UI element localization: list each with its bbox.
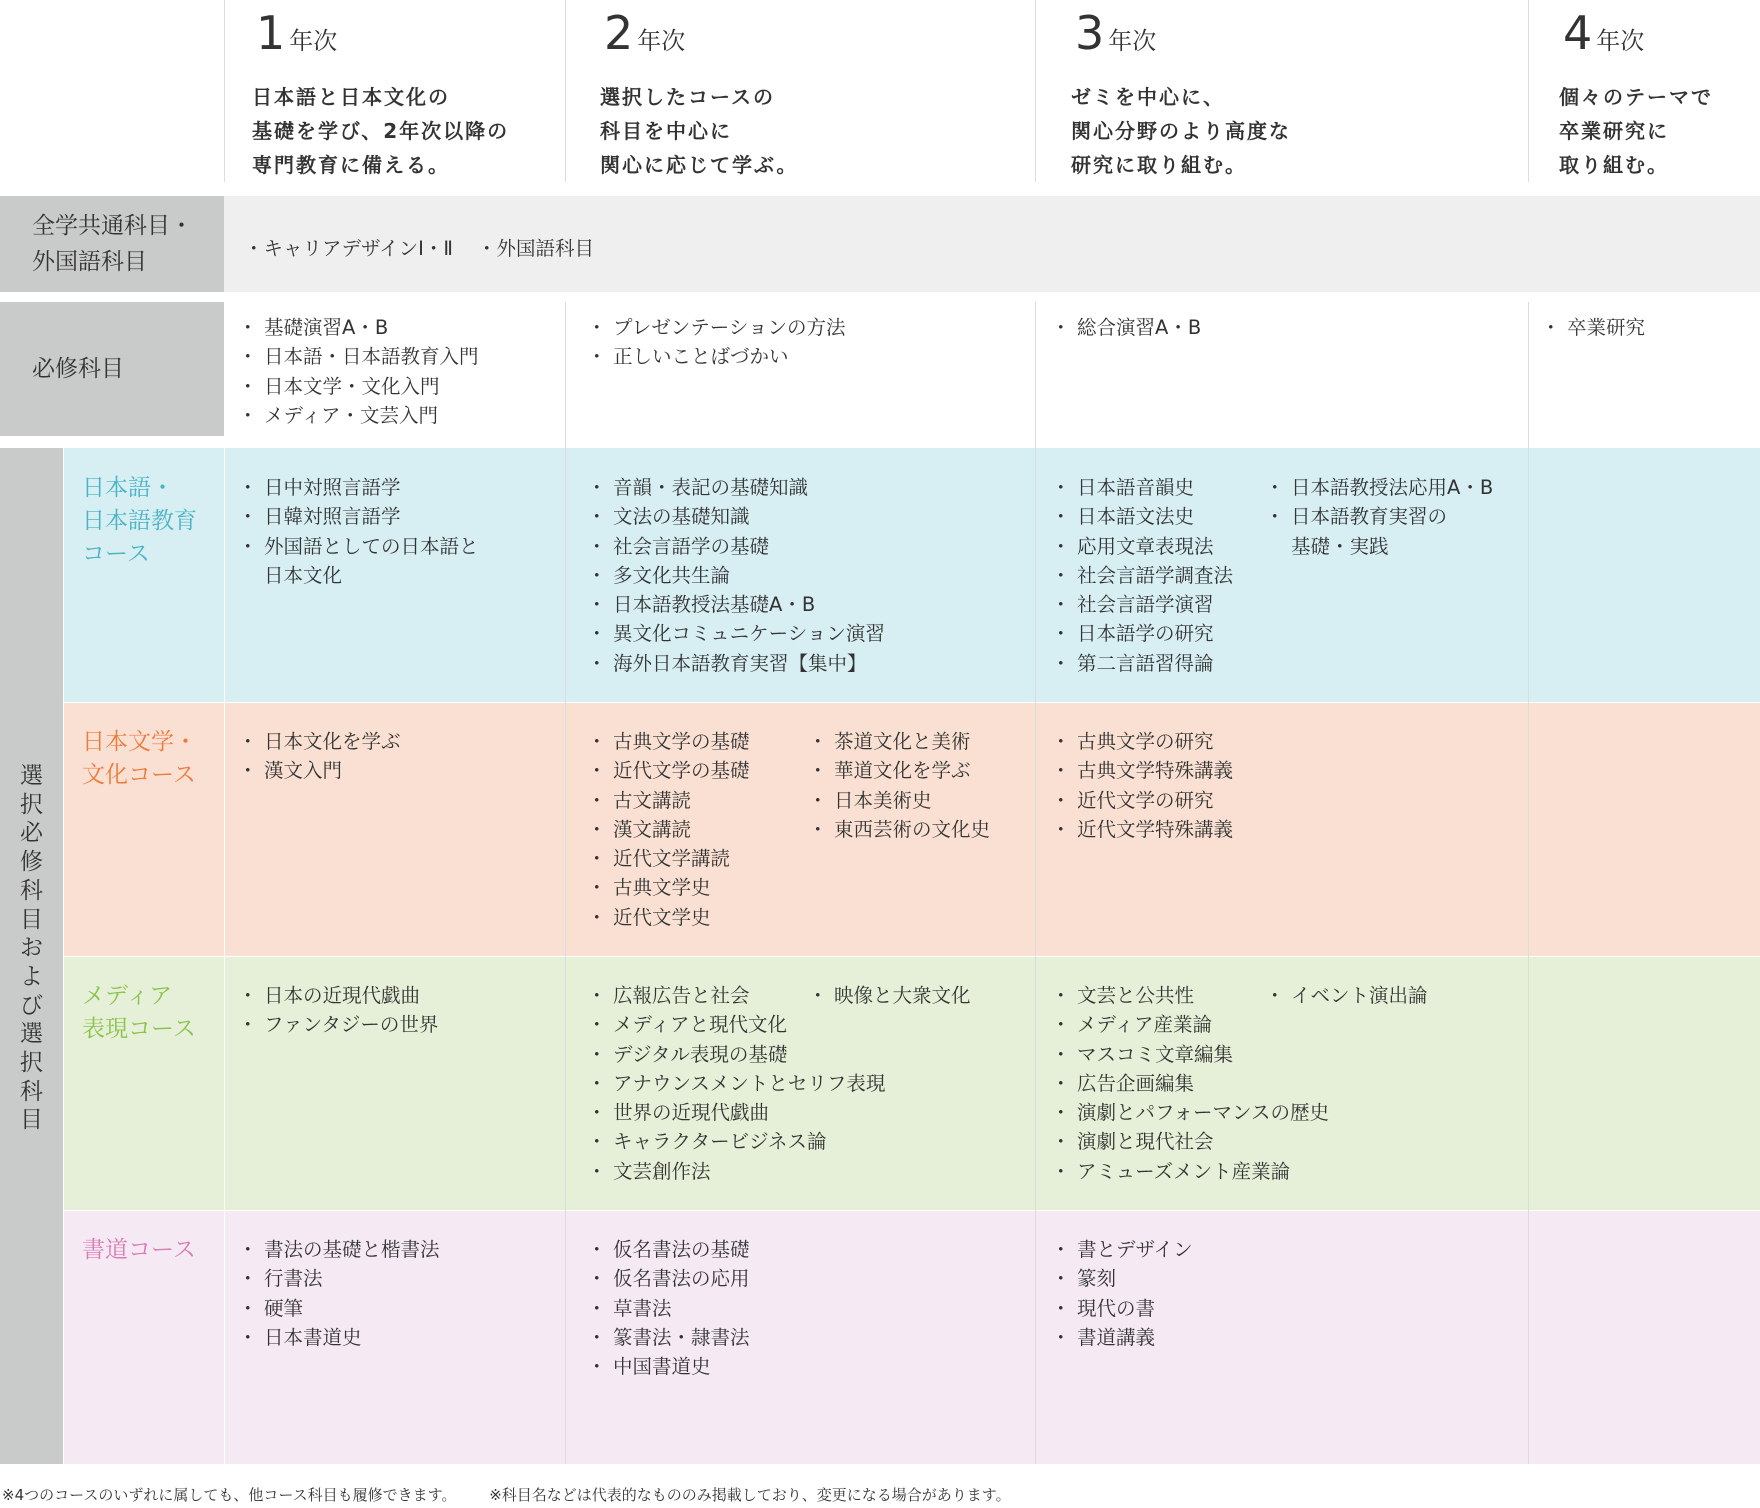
year-number: 2 (604, 6, 634, 60)
elective-label-char: 選 (20, 1021, 43, 1048)
list-item: ・ メディア産業論 (1057, 1010, 1329, 1039)
course-label-line: 書道コース (82, 1237, 196, 1263)
course-label (82, 726, 197, 792)
list-item: ・ キャラクタービジネス論 (593, 1127, 885, 1156)
list-item: ・ 正しいことばづかい (593, 342, 845, 371)
year-unit: 年次 (1108, 27, 1157, 55)
course-label-line: 文化コース (82, 762, 196, 788)
list-item: ・ 中国書道史 (593, 1352, 750, 1381)
footnote: ※4つのコースのいずれに属しても、他コース科目も履修できます。 (2, 1486, 457, 1504)
list-item: ・ 文芸と公共性 (1057, 981, 1329, 1010)
list-item: ・ ファンタジーの世界 (244, 1010, 438, 1039)
year-header-3 (1043, 0, 1523, 182)
list-item: ・ 日本美術史 (814, 786, 990, 815)
list-item: ・ 現代の書 (1057, 1294, 1193, 1323)
list-item: ・ 書道講義 (1057, 1323, 1193, 1352)
elective-label-char: 目 (20, 906, 43, 933)
course-list-year3-col2 (1271, 981, 1428, 1010)
list-item: ・ アナウンスメントとセリフ表現 (593, 1069, 885, 1098)
year-unit: 年次 (289, 27, 338, 55)
column-divider (224, 448, 225, 1464)
course-list-year2 (593, 473, 885, 678)
required-subjects-label: 必修科目 (0, 302, 224, 436)
year-header-4 (1531, 0, 1760, 182)
course-list-year2 (593, 981, 885, 1186)
course-label-line: 表現コース (82, 1016, 196, 1042)
column-divider (565, 302, 566, 1464)
elective-label-char: 択 (20, 791, 43, 818)
elective-label-char: 修 (20, 849, 43, 876)
required-list-year4 (1547, 313, 1645, 342)
course-list-year1 (244, 473, 479, 590)
list-item: ・ 近代文学の研究 (1057, 786, 1233, 815)
required-list-year2 (593, 313, 845, 372)
list-item: ・ キャリアデザインⅠ・Ⅱ (244, 234, 453, 264)
list-item: ・ 東西芸術の文化史 (814, 815, 990, 844)
list-item: ・ 茶道文化と美術 (814, 727, 990, 756)
course-list-year3 (1057, 981, 1329, 1186)
course-label (82, 980, 196, 1046)
list-item: ・ メディアと現代文化 (593, 1010, 885, 1039)
list-item: ・ 日本語教育実習の (1271, 502, 1493, 531)
row-divider (63, 956, 1760, 957)
course-list-year3 (1057, 727, 1233, 844)
course-label-line: 日本語・ (82, 475, 174, 501)
elective-label-char: 選 (20, 763, 43, 789)
elective-label-char: び (20, 992, 43, 1019)
list-item: ・ 書とデザイン (1057, 1235, 1193, 1264)
list-item: ・ 異文化コミュニケーション演習 (593, 619, 885, 648)
column-divider (1528, 0, 1529, 182)
row-divider (63, 1210, 1760, 1211)
course-label-line: 日本文学・ (82, 729, 197, 755)
required-list-year3 (1057, 313, 1201, 342)
list-item: ・ 古典文学特殊講義 (1057, 756, 1233, 785)
year-unit: 年次 (637, 27, 686, 55)
column-divider (565, 0, 566, 182)
list-item: ・ 海外日本語教育実習【集中】 (593, 649, 885, 678)
elective-label-char: 科 (20, 1078, 43, 1105)
column-divider (1035, 0, 1036, 182)
list-item: ・ 日本文学・文化入門 (244, 372, 479, 401)
year-description: ゼミを中心に、 関心分野のより高度な 研究に取り組む。 (1071, 85, 1291, 177)
year-number: 1 (256, 6, 286, 60)
row-divider (63, 702, 1760, 703)
list-item-continuation: 日本文化 (264, 563, 343, 587)
course-list-year2-col2 (814, 727, 990, 844)
list-item: ・ 華道文化を学ぶ (814, 756, 990, 785)
list-item: ・ 近代文学の基礎 (593, 756, 750, 785)
list-item: ・ 硬筆 (244, 1294, 440, 1323)
year-header-2 (572, 0, 1042, 182)
list-item: ・ 演劇とパフォーマンスの歴史 (1057, 1098, 1329, 1127)
list-item: ・ 文芸創作法 (593, 1157, 885, 1186)
elective-label-char: 択 (20, 1050, 43, 1077)
year-description: 個々のテーマで 卒業研究に 取り組む。 (1559, 85, 1713, 177)
list-item: ・ 古文講読 (593, 786, 750, 815)
list-item: ・ デジタル表現の基礎 (593, 1040, 885, 1069)
list-item: ・ 日本語学の研究 (1057, 619, 1233, 648)
list-item: ・ 卒業研究 (1547, 313, 1645, 342)
list-item: ・ 漢文入門 (244, 756, 401, 785)
list-item: ・ 近代文学特殊講義 (1057, 815, 1233, 844)
list-item: ・ 日本語・日本語教育入門 (244, 342, 479, 371)
list-item: ・ 日本文化を学ぶ (244, 727, 401, 756)
label-divider (63, 448, 64, 1464)
list-item: ・ 日韓対照言語学 (244, 502, 479, 531)
list-item: ・ 社会言語学の基礎 (593, 532, 885, 561)
list-item: ・ 第二言語習得論 (1057, 649, 1233, 678)
list-item: ・ アミューズメント産業論 (1057, 1157, 1329, 1186)
elective-label-char: 必 (20, 820, 43, 847)
list-item: ・ プレゼンテーションの方法 (593, 313, 845, 342)
list-item: ・ 基礎演習A・B (244, 313, 479, 342)
list-item: ・ 仮名書法の基礎 (593, 1235, 750, 1264)
list-item: ・ 仮名書法の応用 (593, 1264, 750, 1293)
list-item: ・ 社会言語学調査法 (1057, 561, 1233, 590)
common-subjects-label: 全学共通科目・ 外国語科目 (0, 196, 224, 292)
required-list-year1 (244, 313, 479, 430)
list-item: ・ 篆刻 (1057, 1264, 1193, 1293)
footnotes (2, 1484, 1039, 1505)
column-divider (224, 0, 225, 182)
list-item: ・ 日本語教授法基礎A・B (593, 590, 885, 619)
list-item: ・ 広報広告と社会 (593, 981, 885, 1010)
course-list-year1 (244, 727, 401, 786)
course-list-year2 (593, 1235, 750, 1381)
list-item: ・ 古典文学史 (593, 873, 750, 902)
course-label-line: コース (82, 541, 150, 567)
list-item: ・ 近代文学講読 (593, 844, 750, 873)
list-item: ・ 総合演習A・B (1057, 313, 1201, 342)
list-item: ・ 日本語音韻史 (1057, 473, 1233, 502)
list-item: ・ 外国語科目 (477, 234, 594, 264)
list-item: ・ 行書法 (244, 1264, 440, 1293)
list-item: ・ 音韻・表記の基礎知識 (593, 473, 885, 502)
list-item: ・ 文法の基礎知識 (593, 502, 885, 531)
year-number: 4 (1563, 6, 1593, 60)
course-list-year2-col2 (814, 981, 971, 1010)
list-item: ・ 近代文学史 (593, 903, 750, 932)
list-item: ・ 応用文章表現法 (1057, 532, 1233, 561)
year-unit: 年次 (1596, 27, 1645, 55)
year-description: 選択したコースの 科目を中心に 関心に応じて学ぶ。 (600, 85, 799, 177)
list-item: ・ 多文化共生論 (593, 561, 885, 590)
list-item: ・ 映像と大衆文化 (814, 981, 971, 1010)
list-item: ・ メディア・文芸入門 (244, 401, 479, 430)
list-item: ・ 日本語教授法応用A・B (1271, 473, 1493, 502)
course-label-line: メディア (82, 983, 173, 1009)
elective-label-char: 目 (20, 1107, 43, 1134)
list-item: ・ 古典文学の基礎 (593, 727, 750, 756)
column-divider (1035, 302, 1036, 1464)
list-item: ・ 書法の基礎と楷書法 (244, 1235, 440, 1264)
list-item-continuation: 基礎・実践 (1291, 534, 1389, 558)
list-item: ・ イベント演出論 (1271, 981, 1428, 1010)
year-number: 3 (1075, 6, 1105, 60)
list-item: ・ 漢文講読 (593, 815, 750, 844)
course-list-year3 (1057, 473, 1233, 678)
list-item: ・ 日本の近現代戯曲 (244, 981, 438, 1010)
list-item: ・ 社会言語学演習 (1057, 590, 1233, 619)
list-item: ・ 日本書道史 (244, 1323, 440, 1352)
list-item: ・ 日本語文法史 (1057, 502, 1233, 531)
course-label-line: 日本語教育 (82, 508, 197, 534)
elective-label-text (0, 762, 63, 1135)
list-item: ・ 外国語としての日本語と (244, 532, 479, 561)
course-list-year2 (593, 727, 750, 932)
list-item: ・ 演劇と現代社会 (1057, 1127, 1329, 1156)
course-list-year3-col2 (1271, 473, 1493, 561)
course-label (82, 1234, 196, 1267)
course-label (82, 472, 197, 571)
year-header-1 (224, 0, 565, 182)
list-item: ・ 篆書法・隷書法 (593, 1323, 750, 1352)
list-item: ・ 世界の近現代戯曲 (593, 1098, 885, 1127)
list-item: ・ 広告企画編集 (1057, 1069, 1329, 1098)
list-item: ・ 日中対照言語学 (244, 473, 479, 502)
list-item: ・ 草書法 (593, 1294, 750, 1323)
course-list-year1 (244, 981, 438, 1040)
list-item: ・ 古典文学の研究 (1057, 727, 1233, 756)
common-subjects-list (244, 234, 594, 264)
year-description: 日本語と日本文化の 基礎を学び、2年次以降の 専門教育に備える。 (252, 85, 510, 177)
list-item: ・ マスコミ文章編集 (1057, 1040, 1329, 1069)
elective-label-char: よ (20, 963, 43, 990)
elective-label-char: お (20, 935, 43, 962)
footnote: ※科目名などは代表的なもののみ掲載しており、変更になる場合があります。 (489, 1486, 1011, 1504)
column-divider (1528, 302, 1529, 1464)
course-list-year1 (244, 1235, 440, 1352)
elective-label-char: 科 (20, 877, 43, 904)
course-list-year3 (1057, 1235, 1193, 1352)
